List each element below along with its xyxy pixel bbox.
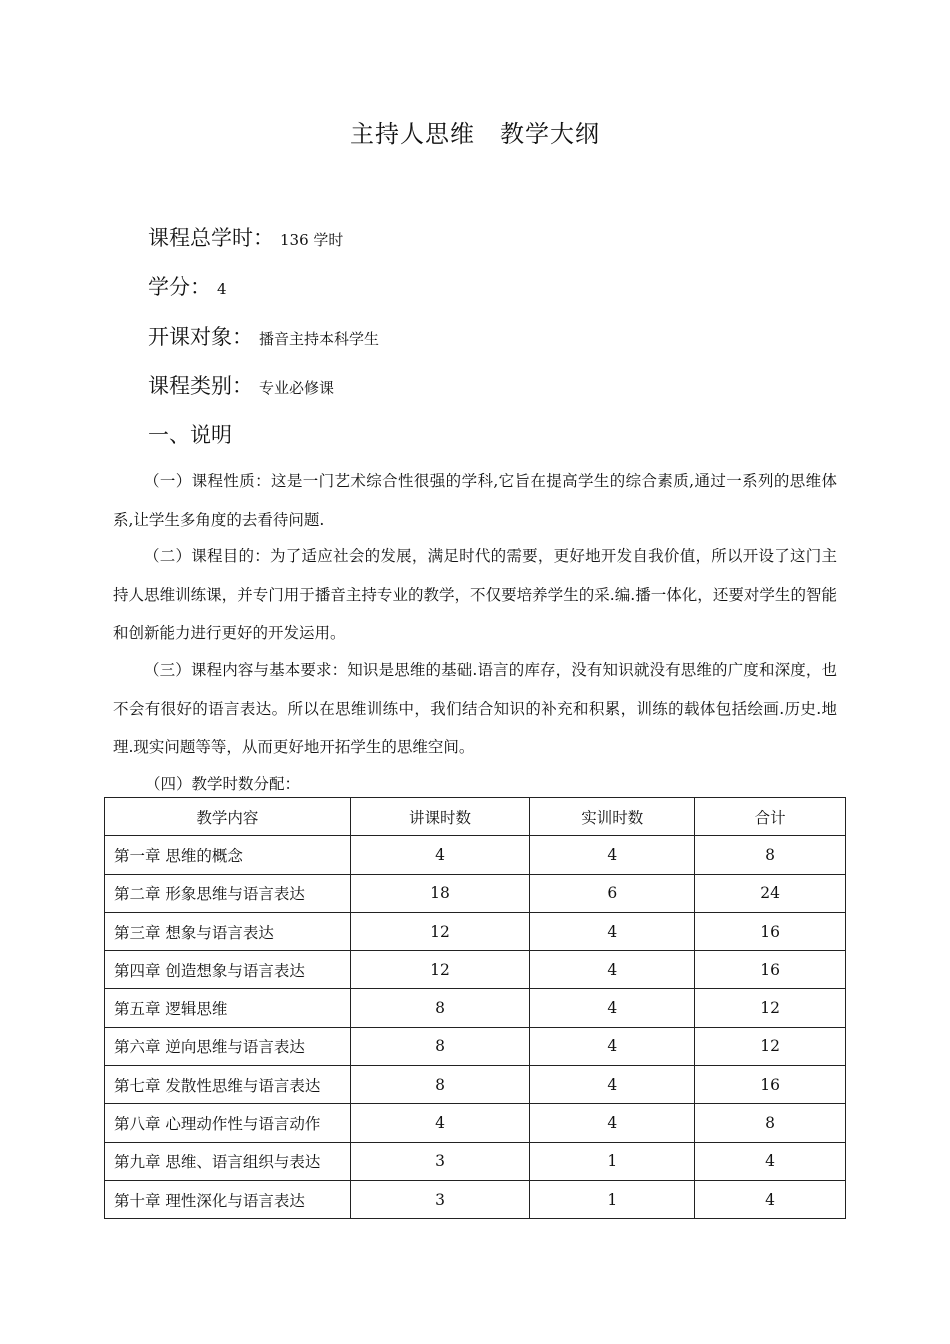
lecture-hours: 12: [350, 912, 530, 950]
lecture-hours: 8: [350, 1066, 530, 1104]
total-hours: 16: [695, 1066, 846, 1104]
chapter-name: 第九章 思维、语言组织与表达: [105, 1142, 351, 1180]
meta-label: 课程类别：: [148, 374, 253, 398]
table-row: [105, 836, 846, 874]
header-practice-hours: 实训时数: [530, 798, 695, 836]
meta-value: 播音主持本科学生: [259, 330, 380, 348]
table-row: [105, 874, 846, 912]
meta-value: 专业必修课: [259, 379, 335, 397]
chapter-name: 第七章 发散性思维与语言表达: [105, 1066, 351, 1104]
chapter-name: 第五章 逻辑思维: [105, 989, 351, 1027]
table-row: [105, 951, 846, 989]
meta-value: 4: [217, 280, 227, 298]
practice-hours: 4: [530, 951, 695, 989]
total-hours: 24: [695, 874, 846, 912]
practice-hours: 1: [530, 1142, 695, 1180]
chapter-name: 第三章 想象与语言表达: [105, 912, 351, 950]
chapter-name: 第六章 逆向思维与语言表达: [105, 1027, 351, 1065]
lecture-hours: 4: [350, 836, 530, 874]
chapter-name: 第八章 心理动作性与语言动作: [105, 1104, 351, 1142]
lecture-hours: 3: [350, 1180, 530, 1218]
total-hours: 12: [695, 989, 846, 1027]
header-total: 合计: [695, 798, 846, 836]
practice-hours: 1: [530, 1180, 695, 1218]
lecture-hours: 4: [350, 1104, 530, 1142]
table-header-row: [105, 798, 846, 836]
practice-hours: 4: [530, 836, 695, 874]
meta-audience: [148, 321, 379, 351]
table-row: [105, 1027, 846, 1065]
total-hours: 16: [695, 951, 846, 989]
table-row: [105, 1142, 846, 1180]
table-row: [105, 1180, 846, 1218]
table-row: [105, 989, 846, 1027]
chapter-name: 第一章 思维的概念: [105, 836, 351, 874]
practice-hours: 4: [530, 912, 695, 950]
header-lecture-hours: 讲课时数: [350, 798, 530, 836]
table-heading: （四）教学时数分配：: [145, 775, 301, 793]
table-row: [105, 1104, 846, 1142]
total-hours: 8: [695, 836, 846, 874]
practice-hours: 6: [530, 874, 695, 912]
paragraph-purpose: （二）课程目的：为了适应社会的发展，满足时代的需要，更好地开发自我价值，所以开设了这门主持人思维训练课，并专门用于播音主持专业的教学，不仅要培养学生的采.编.播一体化，还要对学生的智能和创新能力进行更好的开发运用。: [113, 547, 837, 642]
lecture-hours: 8: [350, 1027, 530, 1065]
chapter-name: 第十章 理性深化与语言表达: [105, 1180, 351, 1218]
document-title: 主持人思维 教学大纲: [350, 120, 600, 148]
total-hours: 4: [695, 1142, 846, 1180]
paragraph-content: （三）课程内容与基本要求：知识是思维的基础.语言的库存，没有知识就没有思维的广度和深度，也不会有很好的语言表达。所以在思维训练中，我们结合知识的补充和积累，训练的载体包括绘画.历史.地理.现实问题等等，从而更好地开拓学生的思维空间。: [113, 661, 837, 756]
paragraph-nature: （一）课程性质：这是一门艺术综合性很强的学科,它旨在提高学生的综合素质,通过一系列的思维体系,让学生多角度的去看待问题.: [113, 472, 837, 529]
total-hours: 12: [695, 1027, 846, 1065]
meta-label: 开课对象：: [148, 325, 253, 349]
total-hours: 8: [695, 1104, 846, 1142]
lecture-hours: 8: [350, 989, 530, 1027]
hours-table: [104, 797, 846, 1219]
table-row: [105, 1066, 846, 1104]
meta-category: [148, 370, 334, 400]
table-row: [105, 912, 846, 950]
chapter-name: 第二章 形象思维与语言表达: [105, 874, 351, 912]
lecture-hours: 3: [350, 1142, 530, 1180]
practice-hours: 4: [530, 989, 695, 1027]
meta-credits: [148, 271, 227, 301]
total-hours: 4: [695, 1180, 846, 1218]
practice-hours: 4: [530, 1027, 695, 1065]
meta-label: 学分：: [148, 275, 211, 299]
practice-hours: 4: [530, 1104, 695, 1142]
lecture-hours: 18: [350, 874, 530, 912]
meta-value: 136 学时: [280, 231, 344, 249]
section-heading: 一、说明: [148, 423, 232, 447]
meta-total-hours: [148, 222, 343, 252]
chapter-name: 第四章 创造想象与语言表达: [105, 951, 351, 989]
meta-label: 课程总学时：: [148, 226, 274, 250]
lecture-hours: 12: [350, 951, 530, 989]
header-content: 教学内容: [105, 798, 351, 836]
total-hours: 16: [695, 912, 846, 950]
practice-hours: 4: [530, 1066, 695, 1104]
